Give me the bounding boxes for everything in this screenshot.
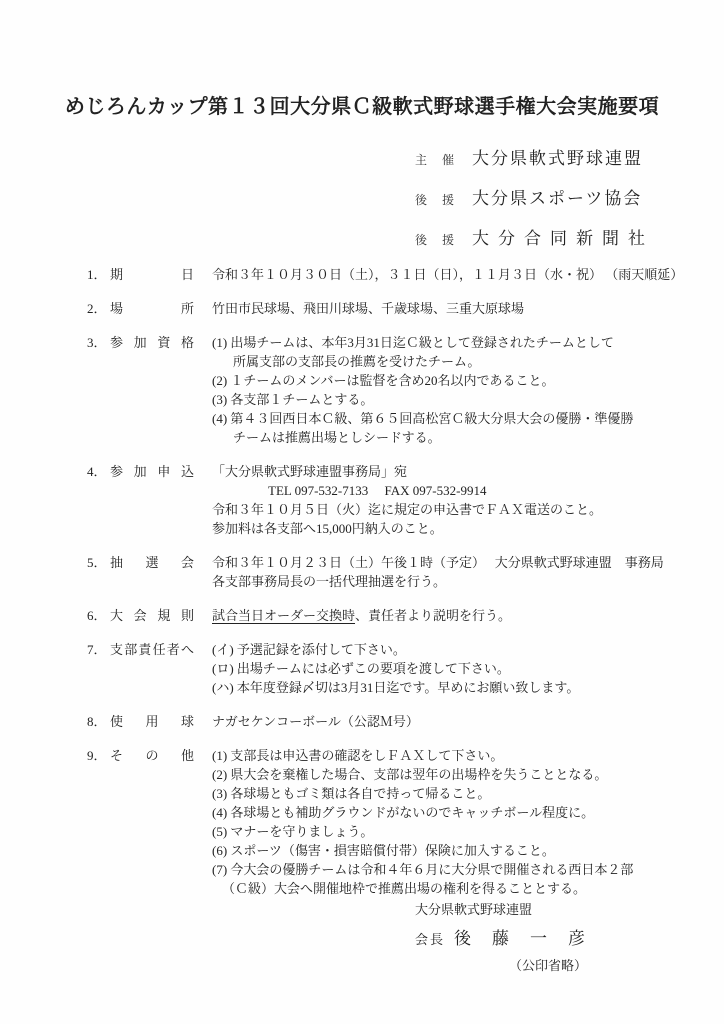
page-title: めじろんカップ第１３回大分県Ｃ級軟式野球選手権大会実施要項 bbox=[64, 96, 660, 118]
sponsor-role-label: 後援 bbox=[415, 193, 470, 207]
document-line: 試合当日オーダー交換時、責任者より説明を行う。 bbox=[212, 608, 512, 623]
item-label: その他 bbox=[110, 748, 194, 763]
sponsor-row-supporter-2 bbox=[415, 228, 654, 251]
item-label: 支部責任者へ bbox=[110, 642, 194, 657]
item-content bbox=[212, 640, 687, 697]
document-item bbox=[87, 299, 687, 318]
document-line: (4) 各球場とも補助グラウンドがないのでキャッチボール程度に。 bbox=[212, 805, 595, 820]
document-line: チームは推薦出場としシードする。 bbox=[233, 430, 441, 445]
sponsor-role-label: 後援 bbox=[415, 233, 470, 247]
document-line: (3) 各球場ともゴミ類は各自で持って帰ること。 bbox=[212, 786, 491, 801]
document-item bbox=[87, 553, 687, 591]
signature-block bbox=[415, 902, 606, 974]
item-content bbox=[212, 606, 687, 625]
sponsor-name: 大分合同新聞社 bbox=[472, 229, 655, 248]
document-item bbox=[87, 746, 687, 898]
item-number: 4． bbox=[87, 464, 107, 479]
item-content bbox=[212, 712, 687, 731]
item-label: 期日 bbox=[110, 267, 194, 282]
item-content bbox=[212, 265, 687, 284]
signature-name: 後藤一彦 bbox=[454, 929, 607, 948]
document-item bbox=[87, 462, 687, 538]
document-line: (6) スポーツ（傷害・損害賠償付帯）保険に加入すること。 bbox=[212, 843, 555, 858]
document-line: ナガセケンコーボール（公認Ｍ号） bbox=[212, 714, 419, 729]
document-item bbox=[87, 640, 687, 697]
document-line: （Ｃ級）大会へ開催地枠で推薦出場の権利を得ることとする。 bbox=[222, 881, 587, 896]
item-number: 9． bbox=[87, 748, 107, 763]
document-line: (ロ) 出場チームには必ずこの要項を渡して下さい。 bbox=[212, 661, 510, 676]
document-line: (2) 県大会を棄権した場合、支部は翌年の出場枠を失うこととなる。 bbox=[212, 767, 608, 782]
sponsor-name: 大分県スポーツ協会 bbox=[472, 189, 643, 208]
item-label: 場所 bbox=[110, 301, 194, 316]
document-line: 令和３年１０月３０日（土），３１日（日），１１月３日（水・祝） （雨天順延） bbox=[212, 267, 684, 282]
document-line: (1) 出場チームは、本年3月31日迄Ｃ級として登録されたチームとして bbox=[212, 335, 614, 350]
item-content bbox=[212, 462, 687, 538]
item-number: 1． bbox=[87, 267, 107, 282]
document-line: 各支部事務局長の一括代理抽選を行う。 bbox=[212, 574, 447, 589]
signature-organization: 大分県軟式野球連盟 bbox=[415, 902, 533, 917]
document-line: 所属支部の支部長の推薦を受けたチーム。 bbox=[233, 354, 481, 369]
signature-role: 会長 bbox=[415, 932, 446, 947]
document-line: (1) 支部長は申込書の確認をしＦＡＸして下さい。 bbox=[212, 748, 504, 763]
item-label: 抽選会 bbox=[110, 555, 194, 570]
sponsor-name: 大分県軟式野球連盟 bbox=[472, 149, 644, 168]
signature-name-row bbox=[415, 928, 606, 950]
document-line: (ハ) 本年度登録〆切は3月31日迄です。早めにお願い致します。 bbox=[212, 680, 580, 695]
document-item bbox=[87, 265, 687, 284]
document-line: 令和３年１０月５日（火）迄に規定の申込書でＦＡＸ電送のこと。 bbox=[212, 502, 603, 517]
document-item bbox=[87, 333, 687, 447]
underlined-text: 試合当日オーダー交換時 bbox=[212, 608, 356, 623]
item-number: 3． bbox=[87, 335, 107, 350]
item-number: 5． bbox=[87, 555, 107, 570]
document-line: 参加料は各支部へ15,000円納入のこと。 bbox=[212, 521, 443, 536]
sponsor-block bbox=[415, 148, 654, 268]
item-content bbox=[212, 333, 687, 447]
sponsor-role-label: 主催 bbox=[415, 153, 470, 167]
document-line: 竹田市民球場、飛田川球場、千歳球場、三重大原球場 bbox=[212, 301, 525, 316]
item-label: 使用球 bbox=[110, 714, 194, 729]
signature-seal-note: （公印省略） bbox=[509, 958, 588, 973]
item-label: 参加資格 bbox=[110, 335, 194, 350]
document-line: (3) 各支部１チームとする。 bbox=[212, 392, 374, 407]
document-line: (イ) 予選記録を添付して下さい。 bbox=[212, 642, 406, 657]
item-label: 大会規則 bbox=[110, 608, 194, 623]
document-line: (2) １チームのメンバーは監督を含め20名以内であること。 bbox=[212, 373, 555, 388]
item-content bbox=[212, 746, 687, 898]
item-number: 7． bbox=[87, 642, 107, 657]
document-item bbox=[87, 712, 687, 731]
document-item bbox=[87, 606, 687, 625]
item-number: 8． bbox=[87, 714, 107, 729]
item-content bbox=[212, 299, 687, 318]
items-list bbox=[87, 265, 687, 913]
item-number: 2． bbox=[87, 301, 107, 316]
document-line: (5) マナーを守りましょう。 bbox=[212, 824, 374, 839]
sponsor-row-supporter-1 bbox=[415, 188, 654, 211]
document-line: 令和３年１０月２３日（土）午後１時（予定） 大分県軟式野球連盟 事務局 bbox=[212, 555, 664, 570]
document-line: 「大分県軟式野球連盟事務局」宛 bbox=[212, 464, 408, 479]
item-content bbox=[212, 553, 687, 591]
sponsor-row-organizer bbox=[415, 148, 654, 171]
item-label: 参加申込 bbox=[110, 464, 194, 479]
document-line: (4) 第４３回西日本Ｃ級、第６５回高松宮Ｃ級大分県大会の優勝・準優勝 bbox=[212, 411, 634, 426]
item-number: 6． bbox=[87, 608, 107, 623]
document-line: (7) 今大会の優勝チームは令和４年６月に大分県で開催される西日本２部 bbox=[212, 862, 634, 877]
document-line: TEL 097-532-7133 FAX 097-532-9914 bbox=[268, 483, 487, 498]
